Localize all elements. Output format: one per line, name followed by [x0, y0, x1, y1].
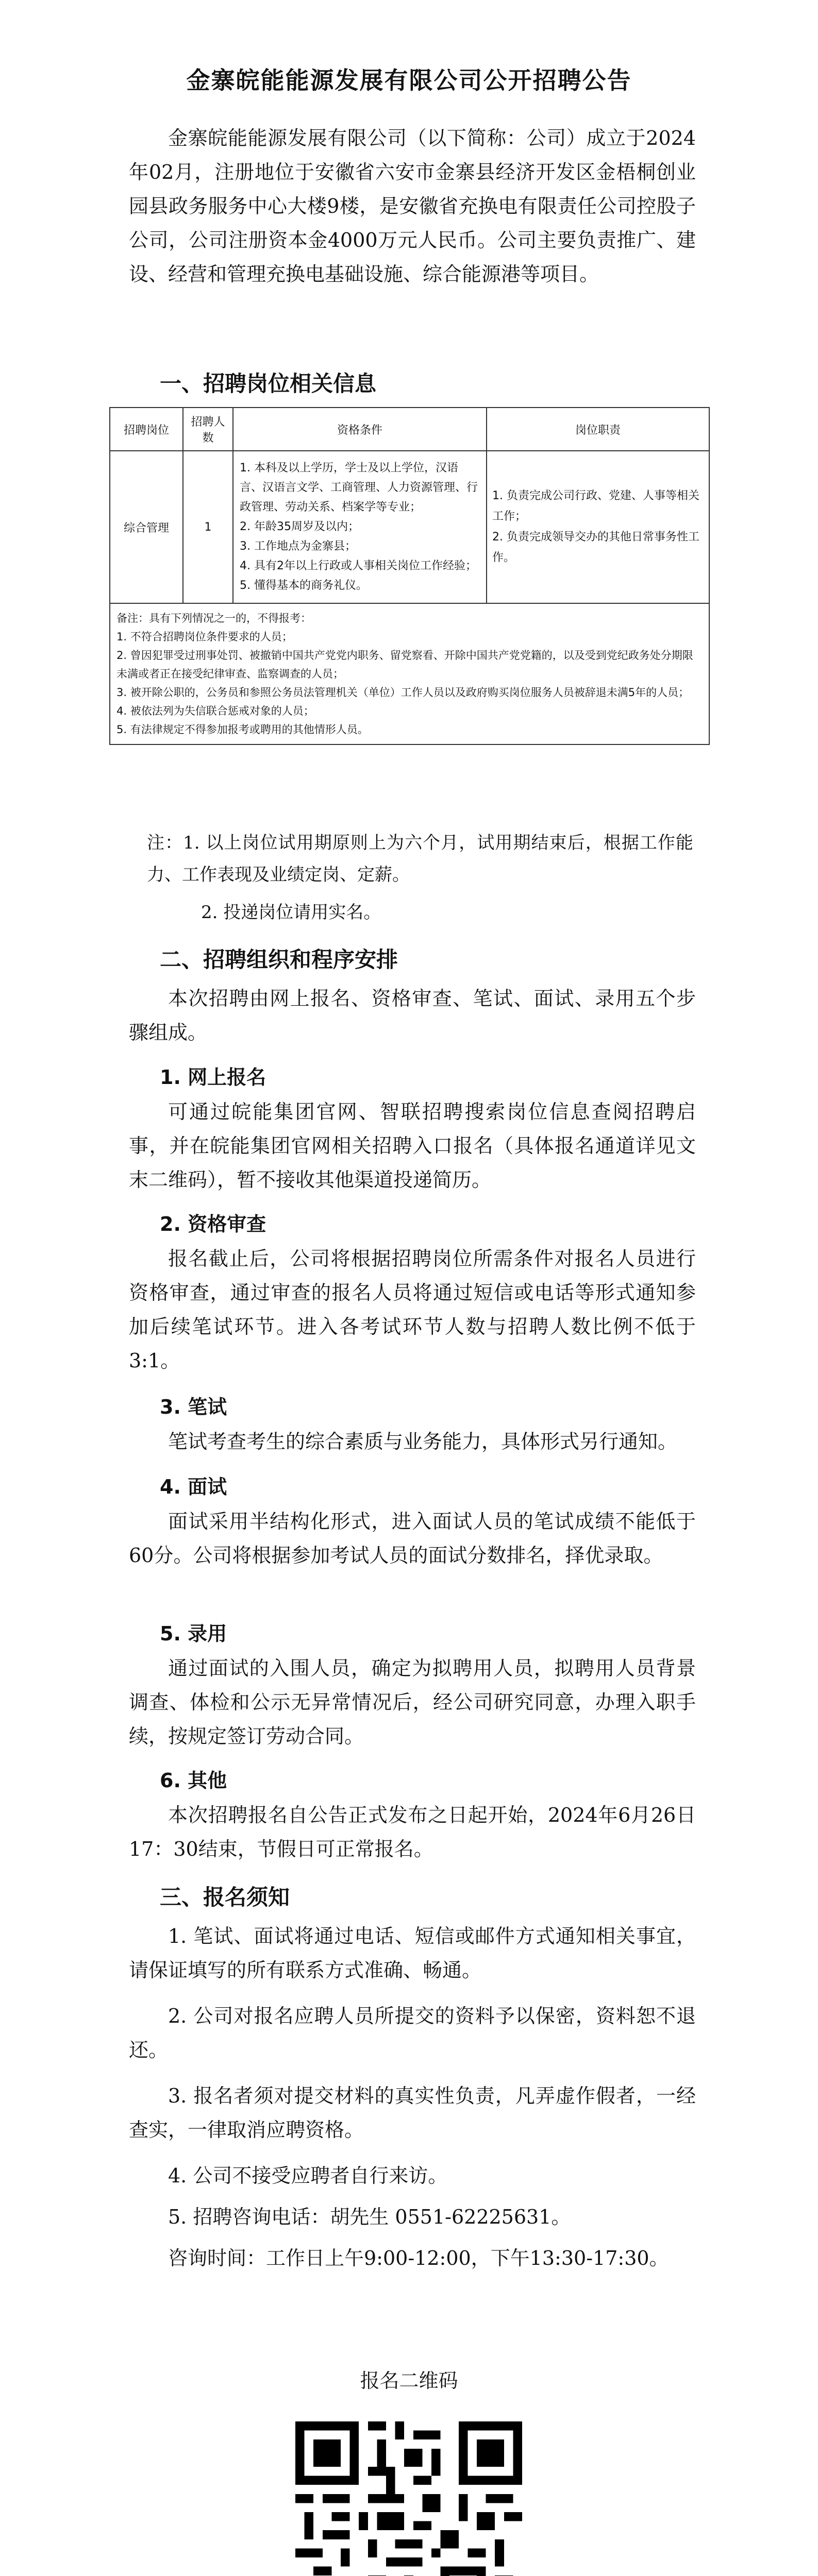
- sub-heading-qualification-review: 2. 资格审查: [160, 1213, 266, 1235]
- section-2-heading: 二、招聘组织和程序安排: [160, 947, 398, 972]
- requirement-item: 2. 年龄35周岁及以内；: [240, 520, 359, 533]
- note-item: 1. 不符合招聘岗位条件要求的人员；: [116, 631, 293, 643]
- cell-position: 综合管理: [110, 451, 183, 603]
- notice-item: 4. 公司不接受应聘者自行来访。: [168, 2164, 448, 2187]
- notes-row: [110, 603, 709, 744]
- hiring-text: 通过面试的入围人员，确定为拟聘用人员，拟聘用人员背景调查、体检和公示无异常情况后，经公司研究同意，办理入职手续，按规定签订劳动合同。: [129, 1657, 696, 1748]
- qr-label: 报名二维码: [360, 2369, 458, 2392]
- cell-count: 1: [183, 451, 233, 603]
- online-registration-text: 可通过皖能集团官网、智联招聘搜索岗位信息查阅招聘启事，并在皖能集团官网相关招聘入口报名（具体报名通道详见文末二维码），暂不接收其他渠道投递简历。: [129, 1100, 696, 1191]
- requirement-item: 1. 本科及以上学历，学士及以上学位，汉语言、汉语言文学、工商管理、人力资源管理、行政管理、劳动关系、档案学等专业；: [240, 462, 478, 514]
- table-row: [110, 451, 709, 603]
- table-note-2: 2. 投递岗位请用实名。: [201, 902, 381, 923]
- section-2-intro: 本次招聘由网上报名、资格审查、笔试、面试、录用五个步骤组成。: [129, 987, 696, 1044]
- note-item: 3. 被开除公职的，公务员和参照公务员法管理机关（单位）工作人员以及政府购买岗位服务人员被辞退未满5年的人员；: [116, 686, 690, 699]
- note-item: 2. 曾因犯罪受过刑事处罚、被撤销中国共产党党内职务、留党察看、开除中国共产党党籍的，以及受到党纪政务处分期限未满或者正在接受纪律审查、监察调查的人员；: [116, 649, 693, 680]
- interview-text: 面试采用半结构化形式，进入面试人员的笔试成绩不能低于60分。公司将根据参加考试人员的面试分数排名，择优录取。: [129, 1510, 696, 1567]
- duty-item: 1. 负责完成公司行政、党建、人事等相关工作；: [492, 489, 699, 523]
- consult-hours: 咨询时间：工作日上午9:00-12:00，下午13:30-17:30。: [168, 2247, 669, 2269]
- note-item: 备注：具有下列情况之一的，不得报考：: [116, 612, 311, 624]
- cell-requirements: [233, 451, 487, 603]
- requirement-item: 4. 具有2年以上行政或人事相关岗位工作经验；: [240, 560, 477, 572]
- contact-phone: 5. 招聘咨询电话：胡先生 0551-62225631。: [168, 2206, 571, 2228]
- job-table: [109, 407, 710, 745]
- sub-heading-interview: 4. 面试: [160, 1476, 227, 1498]
- sub-heading-other: 6. 其他: [160, 1769, 227, 1792]
- registration-qr-code[interactable]: [295, 2421, 522, 2576]
- note-item: 5. 有法律规定不得参加报考或聘用的其他情形人员。: [116, 723, 369, 736]
- header-requirements: 资格条件: [233, 408, 487, 451]
- header-duties: 岗位职责: [487, 408, 709, 451]
- qualification-review-text: 报名截止后，公司将根据招聘岗位所需条件对报名人员进行资格审查，通过审查的报名人员将通过短信或电话等形式通知参加后续笔试环节。进入各考试环节人数与招聘人数比例不低于3:1。: [129, 1247, 696, 1372]
- requirement-item: 3. 工作地点为金寨县；: [240, 540, 356, 553]
- section-3-heading: 三、报名须知: [160, 1885, 290, 1910]
- cell-duties: [487, 451, 709, 603]
- page-title: 金寨皖能能源发展有限公司公开招聘公告: [186, 66, 632, 94]
- table-header-row: [110, 408, 709, 451]
- duty-item: 2. 负责完成领导交办的其他日常事务性工作。: [492, 531, 699, 564]
- sub-heading-hiring: 5. 录用: [160, 1622, 227, 1645]
- section-1-heading: 一、招聘岗位相关信息: [160, 371, 377, 396]
- sub-heading-written-exam: 3. 笔试: [160, 1396, 227, 1418]
- header-count: 招聘人数: [183, 408, 233, 451]
- intro-paragraph: 金寨皖能能源发展有限公司（以下简称：公司）成立于2024年02月，注册地位于安徽省六安市金寨县经济开发区金梧桐创业园县政务服务中心大楼9楼，是安徽省充换电有限责任公司控股子公司，公司注册资本金4000万元人民币。公司主要负责推广、建设、经营和管理充换电基础设施、综合能源港等项目。: [129, 127, 696, 285]
- sub-heading-online-registration: 1. 网上报名: [160, 1066, 266, 1089]
- other-text: 本次招聘报名自公告正式发布之日起开始，2024年6月26日17：30结束，节假日可正常报名。: [129, 1804, 696, 1860]
- header-position: 招聘岗位: [110, 408, 183, 451]
- notice-item: 3. 报名者须对提交材料的真实性负责，凡弄虚作假者，一经查实，一律取消应聘资格。: [129, 2084, 696, 2141]
- written-exam-text: 笔试考查考生的综合素质与业务能力，具体形式另行通知。: [168, 1430, 678, 1453]
- cell-notes: [110, 603, 709, 744]
- notice-item: 2. 公司对报名应聘人员所提交的资料予以保密，资料恕不退还。: [129, 2005, 696, 2061]
- table-note-1: 注：1. 以上岗位试用期原则上为六个月，试用期结束后，根据工作能力、工作表现及业绩定岗、定薪。: [147, 833, 693, 885]
- notice-item: 1. 笔试、面试将通过电话、短信或邮件方式通知相关事宜，请保证填写的所有联系方式准确、畅通。: [129, 1925, 696, 1981]
- requirement-item: 5. 懂得基本的商务礼仪。: [240, 579, 368, 592]
- note-item: 4. 被依法列为失信联合惩戒对象的人员；: [116, 705, 314, 717]
